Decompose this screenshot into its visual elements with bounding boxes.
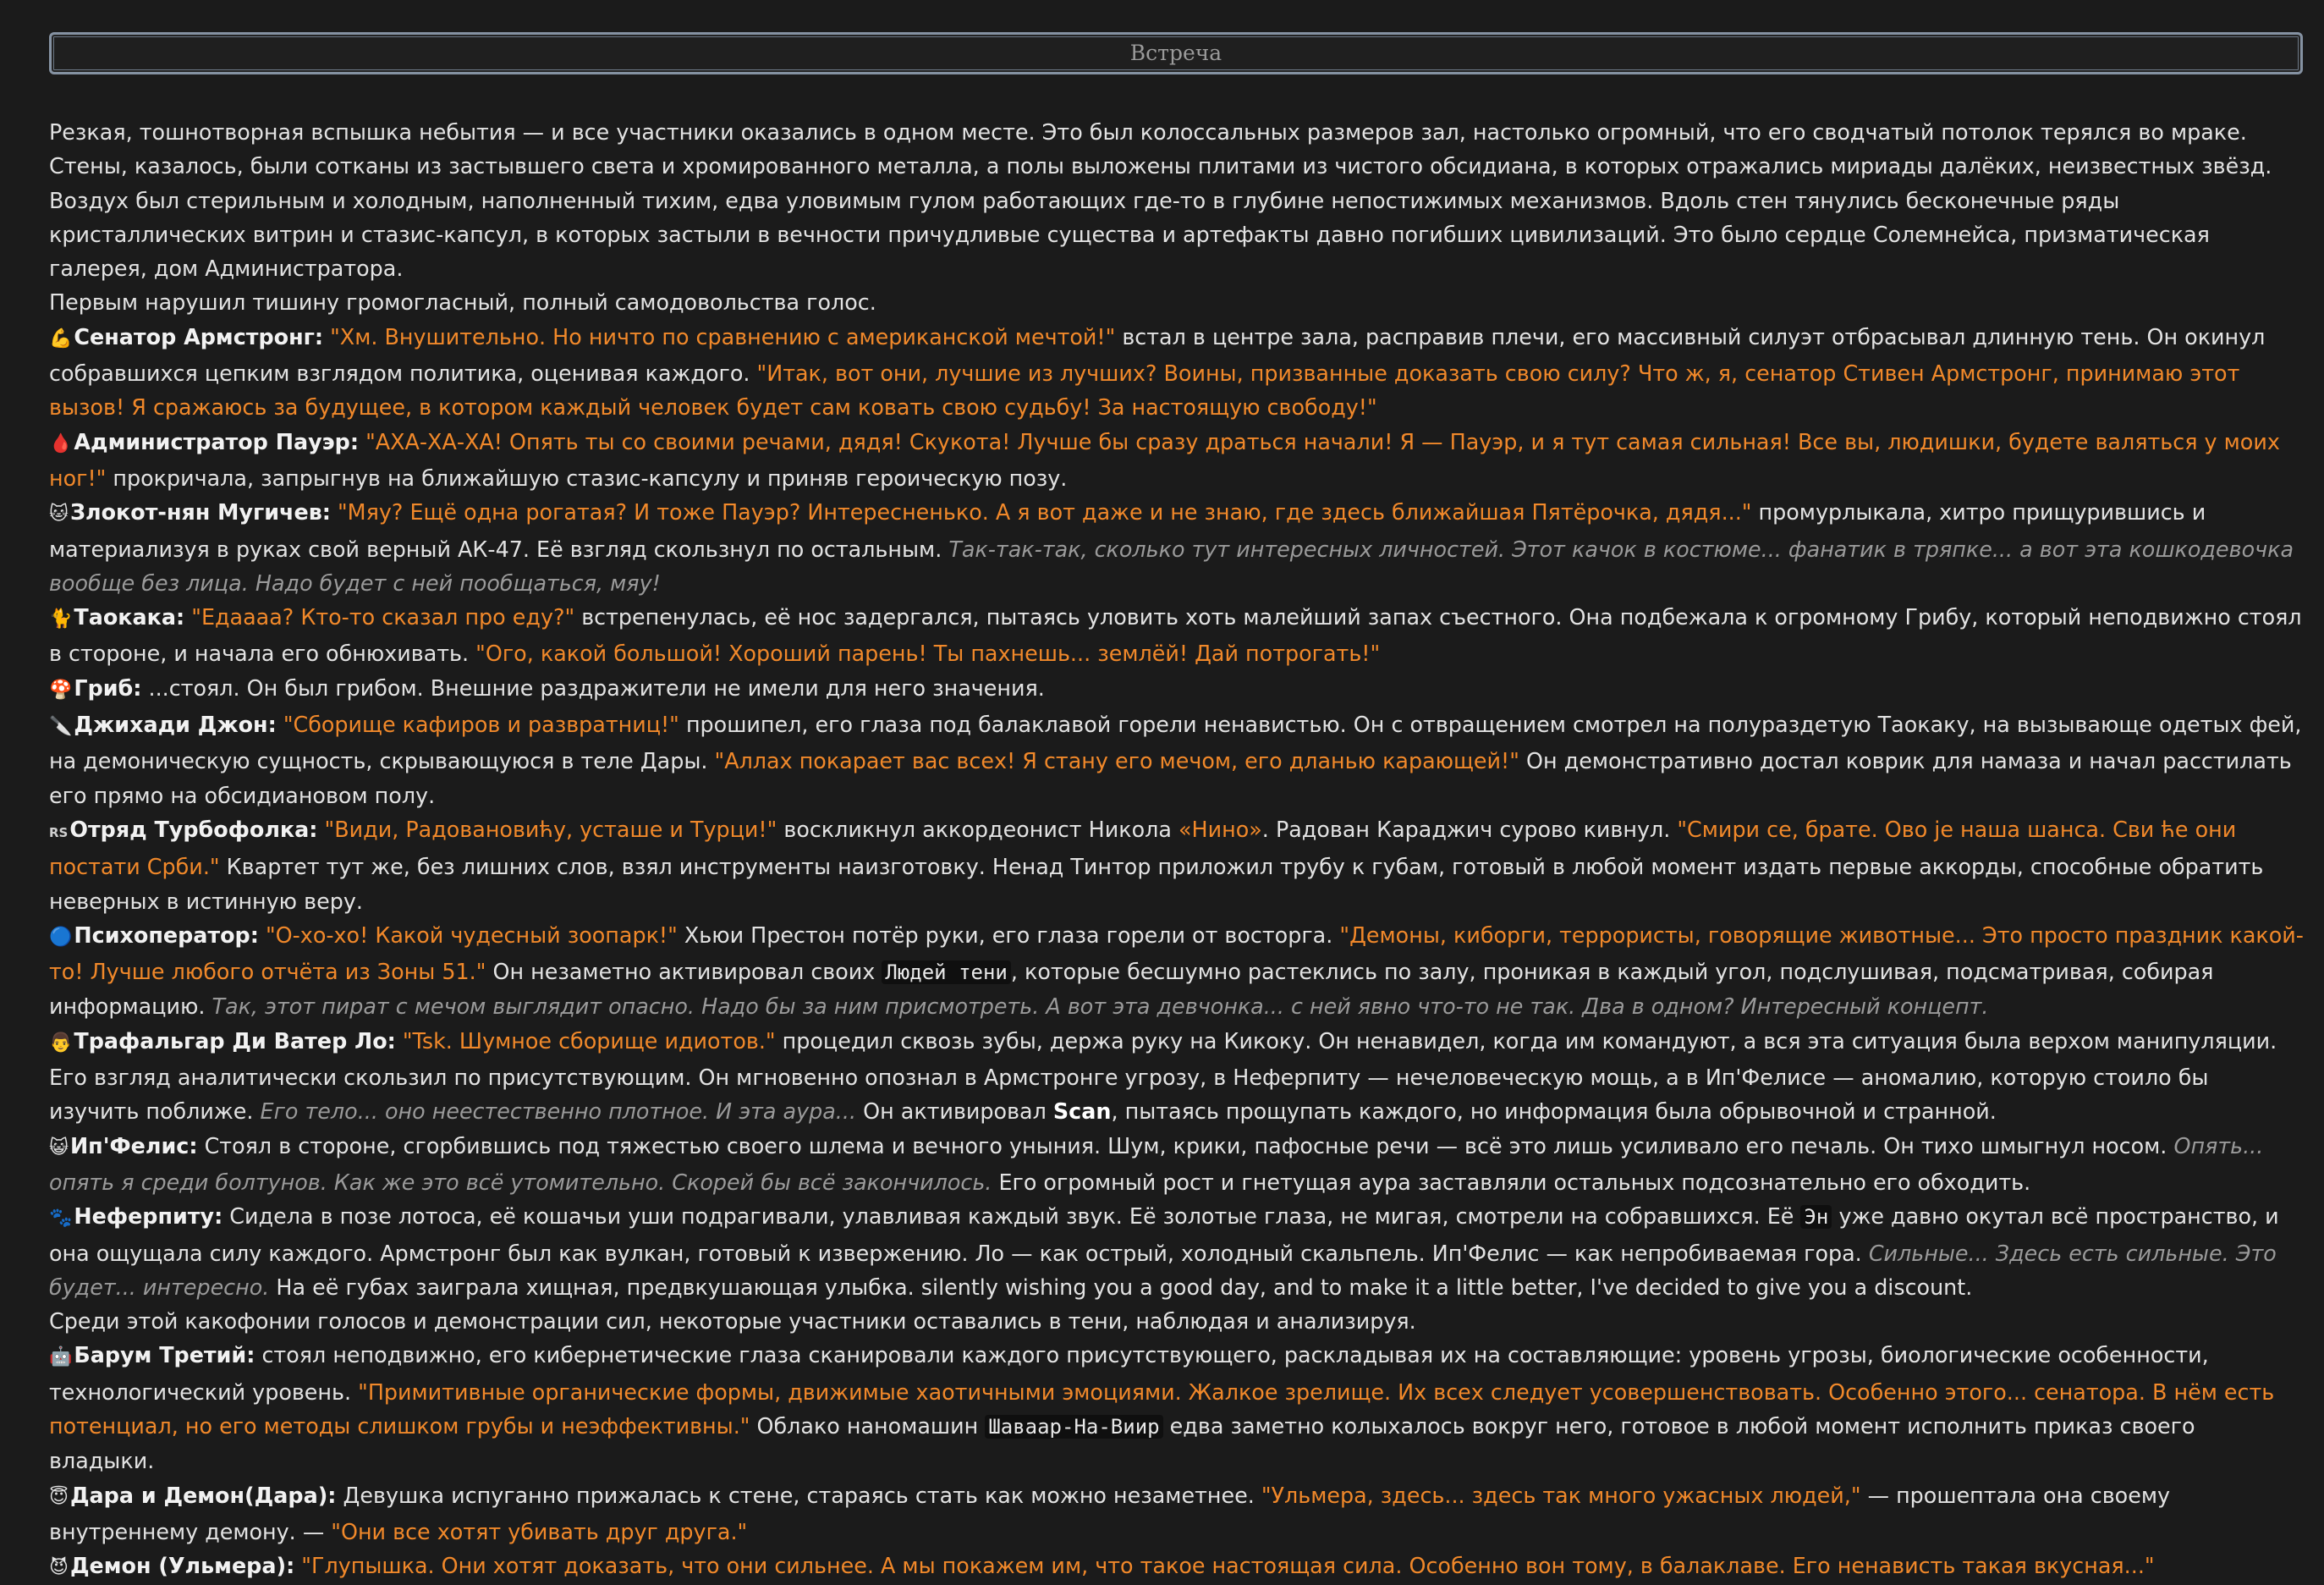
narration-text: едва заметно колыхалось вокруг него, готовое в любой момент исполнить приказ своего владыки. [49,1412,2195,1474]
character-name: Барум Третий: [74,1342,255,1368]
character-name: Сенатор Армстронг: [74,323,324,349]
character-line [49,1199,2305,1304]
character-line [49,320,2305,425]
narration-text: На её губах заиграла хищная, предвкушающая улыбка. silently wishing you a good day, and to make it a little better, I've decided to give you a discount. [269,1274,1973,1300]
dialogue-quote: "АХА-ХА-ХА! Опять ты со своими речами, дядя! Скукота! Лучше бы сразу драться начали! Я — Пауэр, и я тут самая сильная! Все вы, людишки, будете валяться у моих ног!" [49,428,2280,491]
inner-thought: Так, этот пират с мечом выглядит опасно. Надо бы за ним присмотреть. А вот эта девчонка... с ней явно что-то не так. Два в одном? Интересный концепт. [212,993,1989,1020]
character-line [49,707,2305,812]
character-line [49,1549,2305,1585]
narration-text: Он демонстративно достал коврик для намаза и начал расстилать его прямо на обсидиановом полу. [49,748,2292,808]
narration-text: стоял неподвижно, его кибернетические глаза сканировали каждого присутствующего, раскладывая их на составляющие: уровень угрозы, биологические особенности, технологический уровень. [49,1342,2209,1405]
dialogue-quote: "Смири се, брате. Ово је наша шанса. Сви ће они постати Срби." [49,816,2237,880]
character-line [49,1338,2305,1478]
dialogue-quote: "О-хо-хо! Какой чудесный зоопарк!" [258,922,678,948]
inner-thought: Так-так-так, сколько тут интересных личностей. Этот качок в костюме... фанатик в тряпке... а вот эта кошкодевочка вообще без лица. Надо будет с ней пообщаться, мяу! [49,536,2294,596]
character-icon: 😇 [49,1486,69,1508]
dialogue-quote: «Нино» [1178,816,1262,842]
character-line [49,812,2305,918]
dialogue-quote: "Примитивные органические формы, движимые хаотичными эмоциями. Жалкое зрелище. Их всех следует усовершенствовать. Особенно этого... сенатора. В нём есть потенциал, но его методы слишком грубы и неэффективны." [49,1379,2275,1439]
character-icon: 😈 [49,1557,69,1579]
character-name: Ип'Фелис: [69,1132,198,1158]
character-icon: 🐱 [49,504,69,526]
character-name: Психоператор: [74,922,259,948]
narration-text: промурлыкала, хитро прищурившись и материализуя в руках свой верный АК-47. Её взгляд скользнул по остальным. [49,499,2206,562]
narration-text: ...стоял. Он был грибом. Внешние раздражители не имели для него значения. [141,674,1045,701]
character-line [49,671,2305,707]
character-icon: 🩸 [49,432,73,454]
character-line [49,495,2305,600]
narration-text: Он незаметно активировал своих [486,959,882,985]
narration-text: встал в центре зала, расправив плечи, его массивный силуэт отбрасывал длинную тень. Он окинул собравшихся цепким взглядом политика, оценивая каждого. [49,323,2266,387]
narration-text: встрепенулась, её нос задергался, пытаясь уловить хоть малейший запах съестного. Она подбежала к огромному Грибу, который неподвижно стоял в стороне, и начала его обнюхивать. [49,604,2302,667]
narration-text: , которые бесшумно растеклись по залу, проникая в каждый угол, подслушивая, подсматривая, собирая информацию. [49,959,2214,1020]
narration-text: Его огромный рост и гнетущая аура заставляли остальных подсознательно его обходить. [992,1169,2031,1195]
character-line [49,425,2305,496]
inner-thought: Его тело... оно неестественно плотное. И эта аура... [260,1098,857,1125]
narration-text: Сидела в позе лотоса, её кошачьи уши подрагивали, улавливая каждый звук. Её золотые глаза, не мигая, смотрели на собравшихся. Её [223,1203,1801,1230]
character-icon: RS [49,824,69,840]
character-line [49,1129,2305,1200]
character-name: Гриб: [74,674,142,701]
character-name: Джихади Джон: [74,712,277,738]
character-line [49,600,2305,671]
inner-thought: Сильные... Здесь есть сильные. Это будет... интересно. [49,1240,2277,1300]
ability-term: Людей тени [882,960,1011,984]
narration-text: Стоял в стороне, сгорбившись под тяжестью своего шлема и вечного уныния. Шум, крики, пафосные речи — всё это лишь усиливало его печаль. Он тихо шмыгнул носом. [197,1132,2174,1158]
narration-text: процедил сквозь зубы, держа руку на Кикоку. Он ненавидел, когда им командуют, а вся эта ситуация была верхом манипуляции. Его взгляд аналитически скользил по присутствующим. Он мгновенно опознал в Армстронге угрозу, в Неферпиту — нечеловеческую мощь, а в Ип'Фелисе — аномалию, которую стоило бы изучить поближе. [49,1027,2277,1125]
character-icon: 💪 [49,327,73,349]
character-name: Неферпиту: [74,1203,223,1230]
dialogue-quote: "Види, Радовановићу, усташе и Турци!" [317,816,777,842]
narration-text: Квартет тут же, без лишних слов, взял инструменты наизготовку. Ненад Тинтор приложил трубу к губам, готовый в любой момент издать первые аккорды, способные обратить неверных в истинную веру. [49,854,2264,914]
dialogue-quote: "Сборище кафиров и развратниц!" [276,712,679,738]
narration-text: , пытаясь прощупать каждого, но информация была обрывочной и странной. [1111,1098,1997,1125]
dialogue-quote: "Ого, какой большой! Хороший парень! Ты пахнешь... землёй! Дай потрогать!" [475,641,1381,667]
page-title[interactable]: Встреча [49,32,2303,74]
narration-text: . Радован Караджич сурово кивнул. [1261,816,1678,842]
character-name: Дара и Демон(Дара): [69,1482,337,1508]
narration-text: Хьюи Престон потёр руки, его глаза горели от восторга. [677,922,1340,948]
dialogue-quote: "Глупышка. Они хотят доказать, что они сильнее. А мы покажем им, что такое настоящая сила. Особенно вон тому, в балаклаве. Его ненависть такая вкусная..." [294,1553,2155,1579]
character-name: Демон (Ульмера): [69,1553,295,1579]
character-line [49,918,2305,1024]
character-icon: 👨 [49,1032,73,1054]
character-icon: 🍄 [49,679,73,701]
narration-text: Девушка испуганно прижалась к стене, стараясь стать как можно незаметнее. [336,1482,1261,1508]
narration-text: прокричала, запрыгнув на ближайшую стазис-капсулу и приняв героическую позу. [106,465,1068,491]
character-name: Администратор Пауэр: [74,428,360,454]
story-text [49,115,2305,1579]
dialogue-quote: "Они все хотят убивать друг друга." [331,1518,748,1544]
dialogue-quote: "Хм. Внушительно. Но ничто по сравнению с американской мечтой!" [323,323,1116,349]
dialogue-quote: "Мяу? Ещё одна рогатая? И тоже Пауэр? Интересненько. А я вот даже и не знаю, где здесь ближайшая Пятёрочка, дядя..." [330,499,1752,526]
narration-text: Облако наномашин [750,1412,986,1439]
narration-text: — прошептала она своему внутреннему демону. — [49,1482,2171,1544]
character-name: Отряд Турбофолка: [69,816,318,842]
character-icon: 🔵 [49,926,73,948]
narration-text: Он активировал [856,1098,1053,1125]
narration-paragraph: Среди этой какофонии голосов и демонстрации сил, некоторые участники оставались в тени, наблюдая и анализируя. [49,1308,1416,1335]
character-icon: 🐈 [49,608,73,630]
dialogue-quote: "Аллах покарает вас всех! Я стану его мечом, его дланью карающей!" [714,748,1519,774]
ability-term: Эн [1800,1205,1832,1229]
character-name: Злокот-нян Мугичев: [69,499,331,526]
narration-paragraph: Первым нарушил тишину громогласный, полный самодовольства голос. [49,289,876,316]
dialogue-quote: "Итак, вот они, лучшие из лучших? Воины, призванные доказать свою силу? Что ж, я, сенатор Стивен Армстронг, принимаю этот вызов! Я сражаюсь за будущее, в котором каждый человек будет сам ковать свою судьбу! За настоящую свободу!" [49,360,2240,421]
character-icon: 🐾 [49,1208,73,1230]
character-icon: 🔪 [49,716,73,738]
dialogue-quote: "Ульмера, здесь... здесь так много ужасных людей," [1261,1482,1861,1508]
dialogue-quote: "Tsk. Шумное сборище идиотов." [395,1027,776,1054]
character-name: Таокака: [74,604,185,630]
character-name: Трафальгар Ди Ватер Ло: [74,1027,396,1054]
dialogue-quote: "Едаааа? Кто-то сказал про еду?" [184,604,575,630]
dialogue-quote: "Демоны, киборги, террористы, говорящие животные... Это просто праздник какой-то! Лучше любого отчёта из Зоны 51." [49,922,2304,985]
character-line [49,1478,2305,1549]
inner-thought: Опять... опять я среди болтунов. Как же это всё утомительно. Скорей бы всё закончилось. [49,1132,2264,1195]
narration-paragraph: Резкая, тошнотворная вспышка небытия — и все участники оказались в одном месте. Это был колоссальных размеров зал, настолько огромный, что его сводчатый потолок терялся во мраке. Стены, казалось, были сотканы из застывшего света и хромированного металла, а полы выложены плитами из чистого обсидиана, в которых отражались мириады далёких, неизвестных звёзд. Воздух был стерильным и холодным, наполненный тихим, едва уловимым гулом работающих где-то в глубине непостижимых механизмов. Вдоль стен тянулись бесконечные ряды кристаллических витрин и стазис-капсул, в которых застыли в вечности причудливые существа и артефакты давно погибших цивилизаций. Это было сердце Солемнейса, призматическая галерея, дом Администратора. [49,119,2272,282]
character-line [49,1024,2305,1129]
ability-term: Шаваар-На-Виир [985,1415,1162,1439]
narration-text: воскликнул аккордеонист Никола [777,816,1178,842]
character-icon: 😺 [49,1136,69,1158]
ability-name: Scan [1052,1098,1112,1125]
character-icon: 🤖 [49,1346,73,1368]
narration-text: прошипел, его глаза под балаклавой горели ненавистью. Он с отвращением смотрел на полураздетую Таокаку, на вызывающе одетых фей, на демоническую сущность, скрывающуюся в теле Дары. [49,712,2302,774]
narration-text: уже давно окутал всё пространство, и она ощущала силу каждого. Армстронг был как вулкан, готовый к извержению. Ло — как острый, холодный скальпель. Ип'Фелис — как непробиваемая гора. [49,1203,2279,1266]
